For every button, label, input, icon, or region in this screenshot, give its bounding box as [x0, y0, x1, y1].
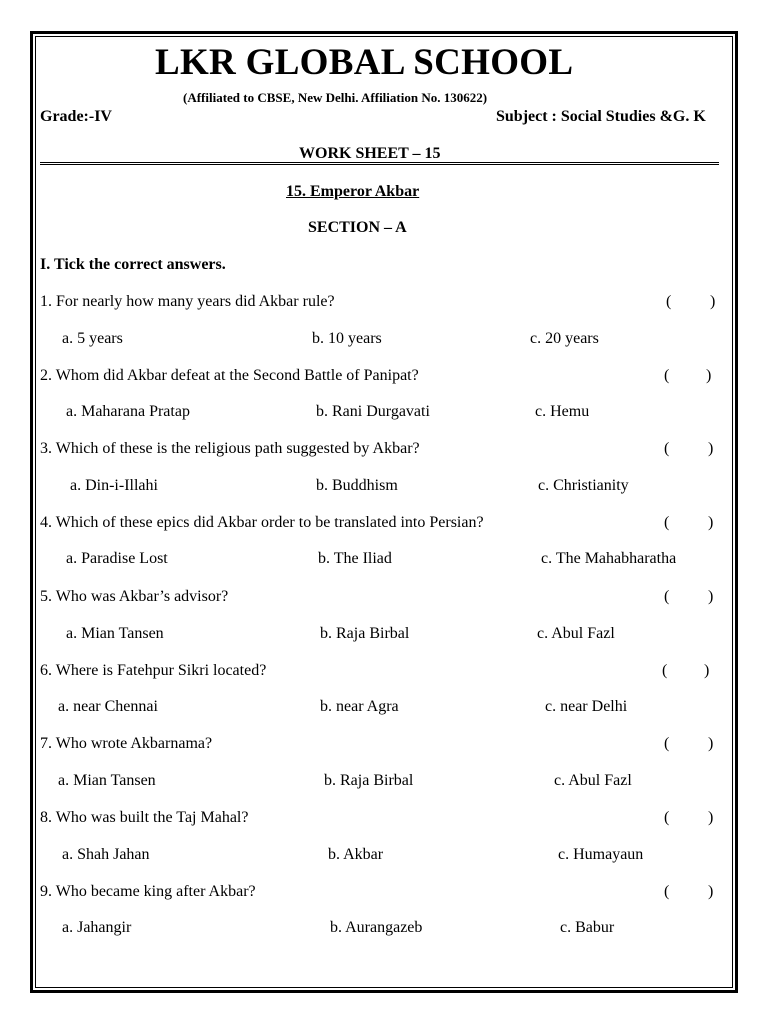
grade-label: Grade:-IV [40, 108, 112, 125]
option-b: b. Aurangazeb [330, 919, 423, 936]
answer-bracket-close: ) [708, 809, 714, 826]
option-a: a. Mian Tansen [58, 772, 156, 789]
option-b: b. Rani Durgavati [316, 403, 430, 420]
option-b: b. The Iliad [318, 550, 392, 567]
question-9: 9. Who became king after Akbar? [40, 883, 256, 900]
answer-bracket-close: ) [708, 735, 714, 752]
option-a: a. near Chennai [58, 698, 158, 715]
option-b: b. near Agra [320, 698, 399, 715]
question-7: 7. Who wrote Akbarnama? [40, 735, 213, 752]
answer-bracket-close: ) [708, 883, 714, 900]
option-c: c. Babur [560, 919, 615, 936]
option-c: c. near Delhi [545, 698, 628, 715]
option-c: c. Hemu [535, 403, 590, 420]
option-a: a. Shah Jahan [62, 846, 150, 863]
option-b: b. Akbar [328, 846, 384, 863]
question-6: 6. Where is Fatehpur Sikri located? [40, 662, 267, 679]
school-name: LKR GLOBAL SCHOOL [155, 42, 574, 83]
question-4: 4. Which of these epics did Akbar order to be translated into Persian? [40, 514, 484, 531]
chapter-title: 15. Emperor Akbar [286, 183, 420, 200]
answer-bracket-close: ) [706, 367, 712, 384]
answer-bracket-open[interactable]: ( [664, 440, 670, 457]
option-a: a. 5 years [62, 330, 123, 347]
answer-bracket-open[interactable]: ( [664, 809, 670, 826]
option-c: c. Humayaun [558, 846, 644, 863]
question-8: 8. Who was built the Taj Mahal? [40, 809, 249, 826]
answer-bracket-open[interactable]: ( [666, 293, 672, 310]
option-b: b. Raja Birbal [320, 625, 410, 642]
affiliation-line: (Affiliated to CBSE, New Delhi. Affiliation No. 130622) [183, 90, 488, 105]
option-b: b. Raja Birbal [324, 772, 414, 789]
answer-bracket-open[interactable]: ( [664, 514, 670, 531]
option-c: c. Christianity [538, 477, 629, 494]
answer-bracket-close: ) [710, 293, 716, 310]
answer-bracket-close: ) [708, 588, 714, 605]
option-a: a. Jahangir [62, 919, 132, 936]
option-b: b. 10 years [312, 330, 382, 347]
option-a: a. Maharana Pratap [66, 403, 190, 420]
option-a: a. Mian Tansen [66, 625, 164, 642]
question-2: 2. Whom did Akbar defeat at the Second Battle of Panipat? [40, 367, 419, 384]
header-divider-1 [40, 162, 719, 163]
answer-bracket-open[interactable]: ( [664, 588, 670, 605]
answer-bracket-open[interactable]: ( [664, 735, 670, 752]
instruction: I. Tick the correct answers. [40, 256, 226, 273]
section-title: SECTION – A [308, 219, 407, 236]
option-a: a. Paradise Lost [66, 550, 168, 567]
worksheet-title: WORK SHEET – 15 [299, 145, 441, 162]
answer-bracket-close: ) [708, 440, 714, 457]
option-c: c. Abul Fazl [554, 772, 632, 789]
answer-bracket-close: ) [708, 514, 714, 531]
question-3: 3. Which of these is the religious path suggested by Akbar? [40, 440, 420, 457]
header-divider-2 [40, 164, 719, 165]
option-b: b. Buddhism [316, 477, 398, 494]
question-1: 1. For nearly how many years did Akbar rule? [40, 293, 335, 310]
option-c: c. The Mahabharatha [541, 550, 677, 567]
subject-label: Subject : Social Studies &G. K [496, 108, 706, 125]
option-c: c. 20 years [530, 330, 599, 347]
answer-bracket-close: ) [704, 662, 710, 679]
answer-bracket-open[interactable]: ( [664, 367, 670, 384]
option-c: c. Abul Fazl [537, 625, 615, 642]
question-5: 5. Who was Akbar’s advisor? [40, 588, 229, 605]
option-a: a. Din-i-Illahi [70, 477, 158, 494]
answer-bracket-open[interactable]: ( [664, 883, 670, 900]
answer-bracket-open[interactable]: ( [662, 662, 668, 679]
